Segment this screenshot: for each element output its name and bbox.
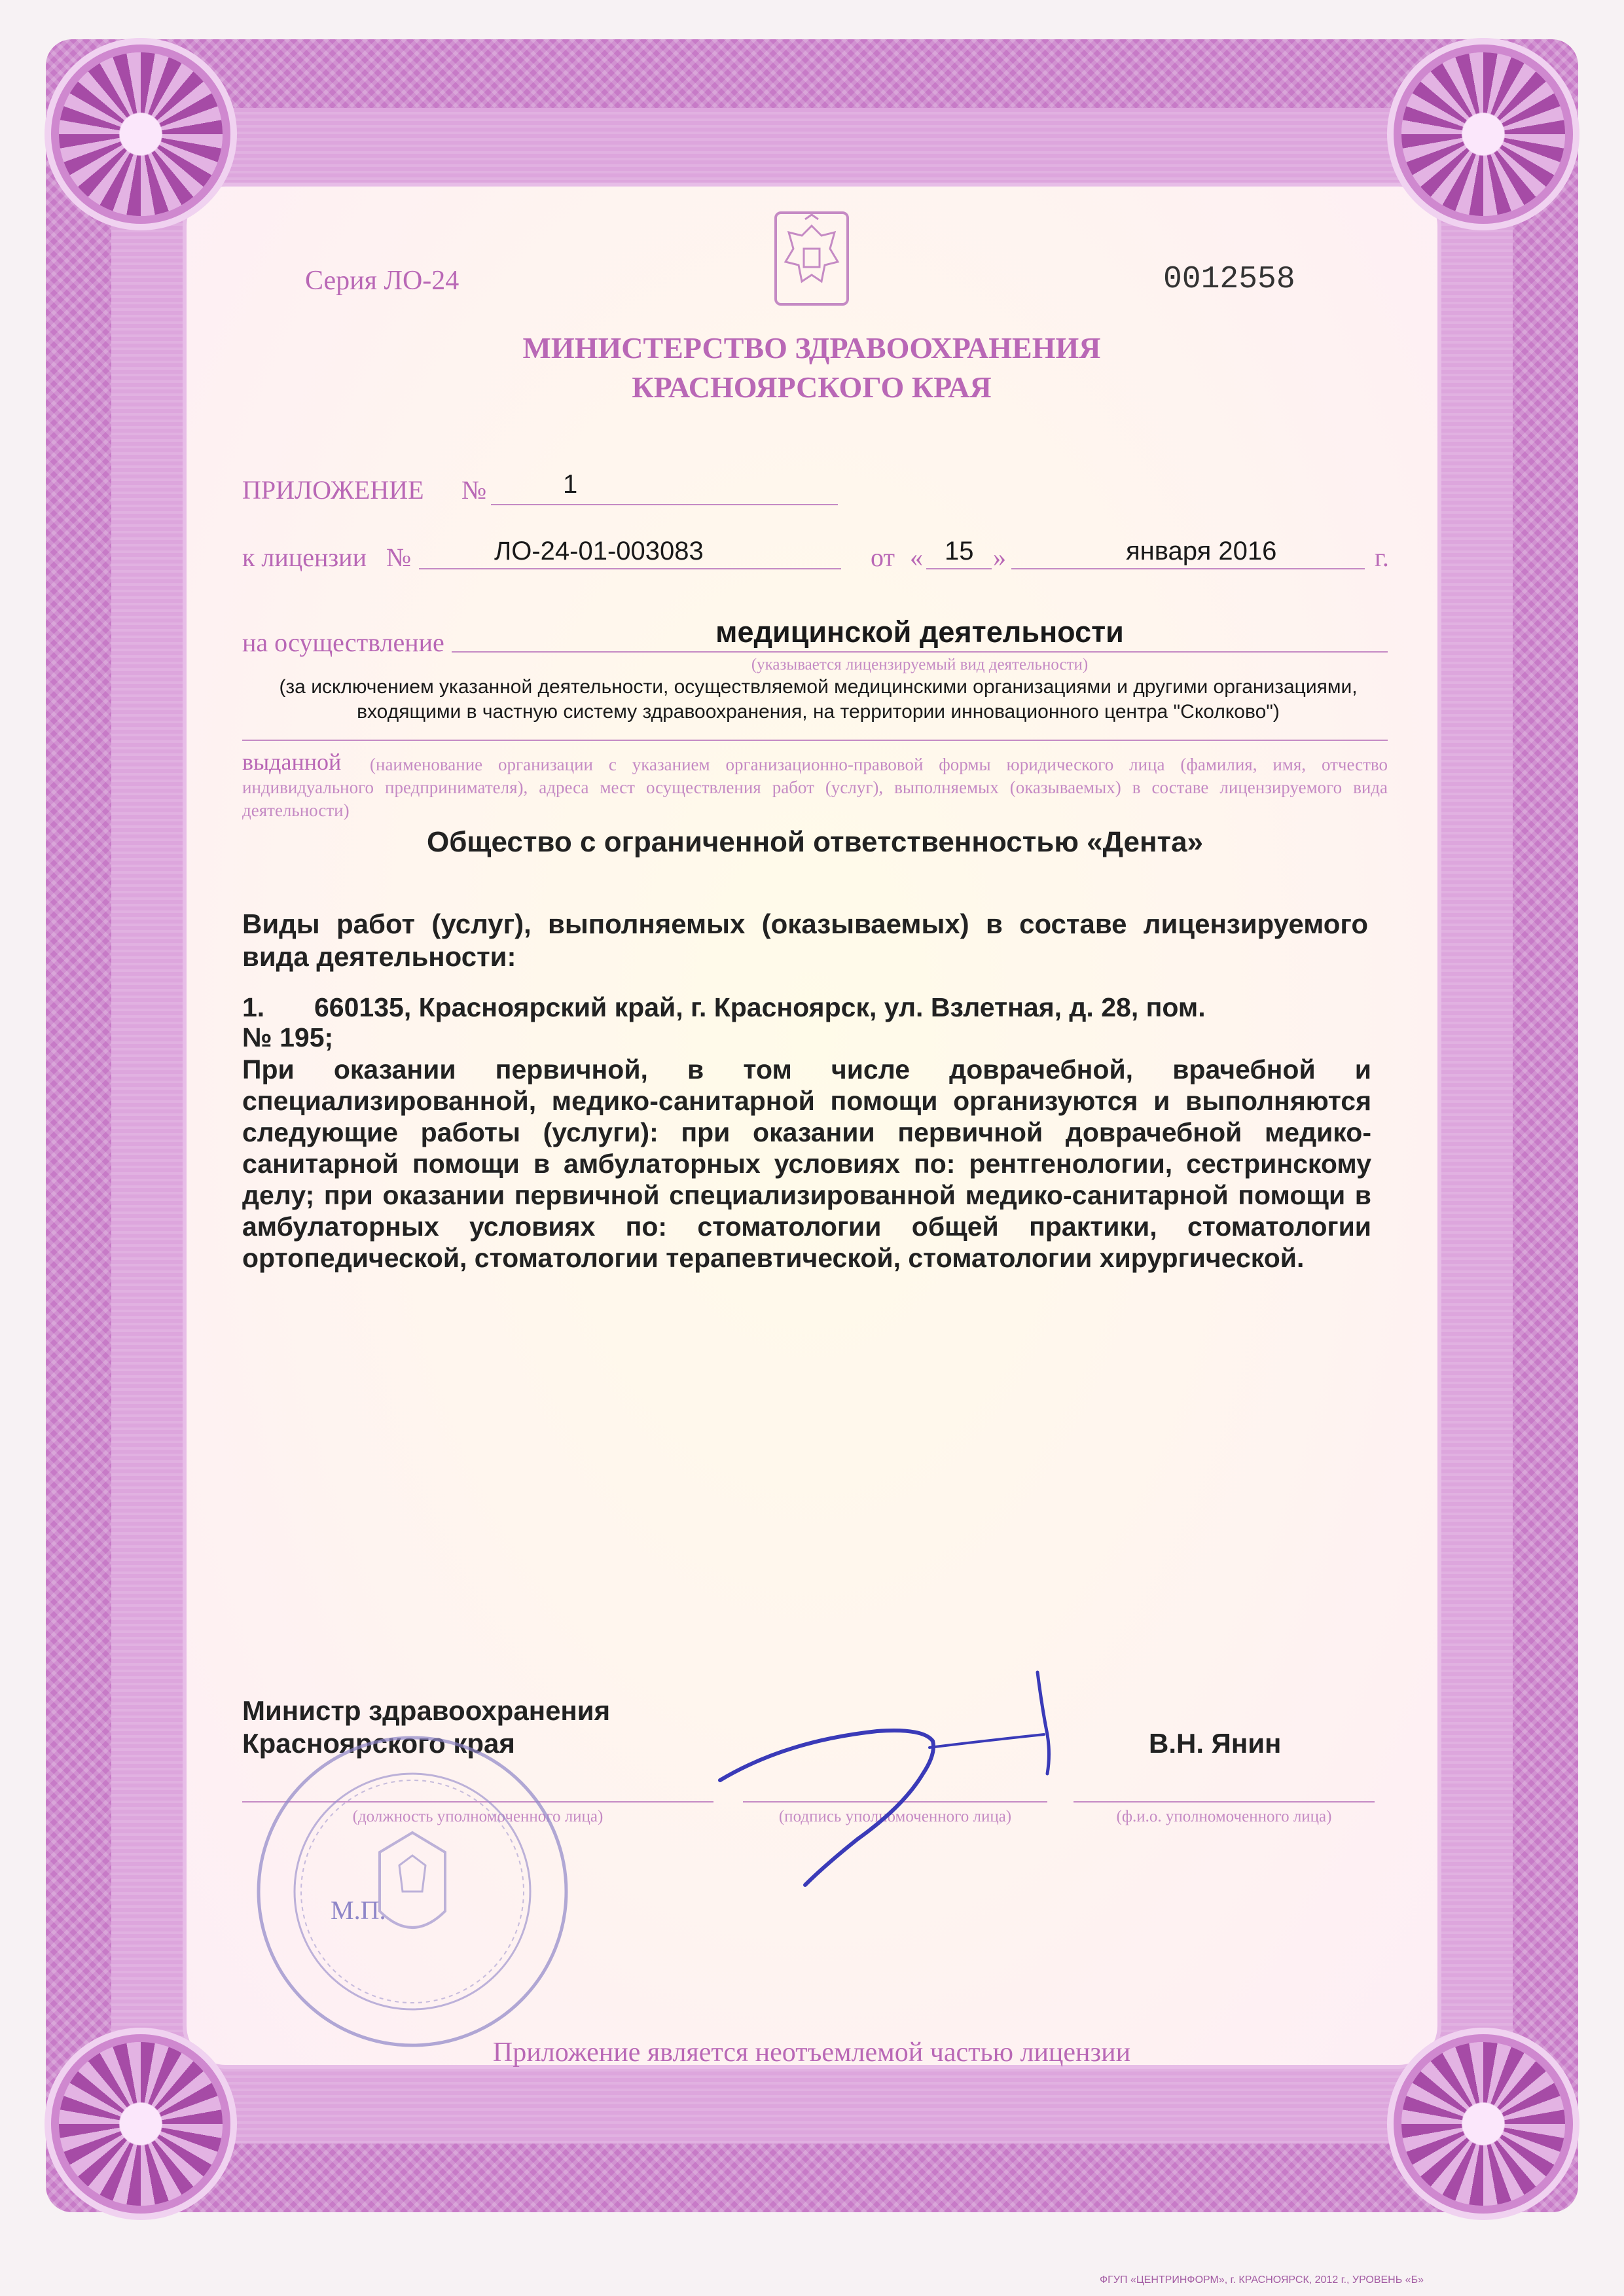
license-from-label: от <box>871 543 895 572</box>
rosette-bottom-left-icon <box>59 2042 223 2206</box>
issued-description-line1: (наименование организации с указанием организационно-правовой формы юридического лица (фамилия, имя, отчество <box>370 755 1388 774</box>
license-close-quote: » <box>993 543 1006 572</box>
name-caption: (ф.и.о. уполномоченного лица) <box>1116 1808 1332 1825</box>
ministry-title-line2: КРАСНОЯРСКОГО КРАЯ <box>632 370 992 404</box>
rosette-top-left-icon <box>59 52 223 216</box>
works-address-line2: № 195; <box>242 1022 334 1052</box>
coat-of-arms-icon <box>772 209 851 308</box>
rosette-bottom-right-icon <box>1401 2042 1565 2206</box>
stamp-label: М.П. <box>331 1895 386 1925</box>
activity-note-line1: (за исключением указанной деятельности, осуществляемой медицинскими организациями и другими организациями, <box>279 676 1358 698</box>
works-text-line: ортопедической, стоматологии терапевтической, стоматологии хирургической. <box>242 1243 1305 1273</box>
activity-line <box>452 651 1388 653</box>
signer-position-line1: Министр здравоохранения <box>242 1695 611 1726</box>
appendix-number-sign: № <box>461 475 487 505</box>
appendix-label: ПРИЛОЖЕНИЕ <box>242 475 424 505</box>
position-caption: (должность уполномоченного лица) <box>352 1808 604 1825</box>
works-text-line: специализированной, медико-санитарной помощи организуются и выполняются <box>242 1086 1371 1116</box>
works-address-line1: 660135, Красноярский край, г. Красноярск, ул. Взлетная, д. 28, пом. <box>314 992 1206 1022</box>
organization-name: Общество с ограниченной ответственностью «Дента» <box>426 826 1204 858</box>
rosette-top-right-icon <box>1401 52 1565 216</box>
series-label: Серия ЛО-24 <box>305 266 460 296</box>
issued-description-line2: индивидуального предпринимателя), адреса мест осуществления работ (услуг), выполняемых (оказываемых) в составе лицензируемого вида <box>242 778 1388 797</box>
license-day-line <box>926 568 992 569</box>
license-number: ЛО-24-01-003083 <box>494 537 704 565</box>
license-number-line <box>419 568 841 569</box>
works-text-line: санитарной помощи в амбулаторных условиях по: рентгенологии, сестринскому <box>242 1149 1371 1179</box>
signature-caption: (подпись уполномоченного лица) <box>778 1808 1012 1825</box>
works-text-line: следующие работы (услуги): при оказании первичной доврачебной медико- <box>242 1117 1371 1147</box>
license-day: 15 <box>945 537 974 565</box>
works-text-line: делу; при оказании первичной специализированной медико-санитарной помощи в <box>242 1180 1371 1210</box>
works-heading-line2: вида деятельности: <box>242 941 516 972</box>
issued-label: выданной <box>242 749 342 775</box>
handwritten-signature <box>707 1669 1074 1944</box>
license-label: к лицензии <box>242 543 367 572</box>
footer-note: Приложение является неотъемлемой частью лицензии <box>492 2037 1131 2068</box>
activity-caption: (указывается лицензируемый вид деятельности) <box>751 656 1089 673</box>
appendix-number: 1 <box>563 470 578 499</box>
activity-label: на осуществление <box>242 628 444 657</box>
license-month-line <box>1011 568 1365 569</box>
works-heading-line1: Виды работ (услуг), выполняемых (оказываемых) в составе лицензируемого <box>242 908 1368 939</box>
signer-position-line2: Красноярского края <box>242 1728 515 1759</box>
serial-number: 0012558 <box>1163 262 1295 297</box>
appendix-number-line <box>491 504 838 505</box>
issued-description-line3: деятельности) <box>242 800 350 820</box>
license-open-quote: « <box>910 543 923 572</box>
license-year-suffix: г. <box>1375 543 1389 572</box>
works-text-line: амбулаторных условиях по: стоматологии общей практики, стоматологии <box>242 1211 1371 1242</box>
works-text-line: При оказании первичной, в том числе доврачебной, врачебной и <box>242 1054 1371 1085</box>
ministry-title-line1: МИНИСТЕРСТВО ЗДРАВООХРАНЕНИЯ <box>522 331 1101 365</box>
activity-note-line2: входящими в частную систему здравоохранения, на территории инновационного центра "Сколково") <box>357 701 1280 723</box>
activity-separator <box>242 740 1388 741</box>
signer-name: В.Н. Янин <box>1149 1728 1282 1759</box>
official-stamp-icon <box>249 1728 576 2055</box>
license-month-year: января 2016 <box>1126 537 1277 565</box>
activity-value: медицинской деятельности <box>715 615 1124 649</box>
name-line <box>1074 1801 1375 1803</box>
printer-imprint: ФГУП «ЦЕНТРИНФОРМ», г. КРАСНОЯРСК, 2012 г., УРОВЕНЬ «Б» <box>1100 2274 1424 2286</box>
license-number-sign: № <box>386 543 412 572</box>
works-item-number: 1. <box>242 992 265 1022</box>
